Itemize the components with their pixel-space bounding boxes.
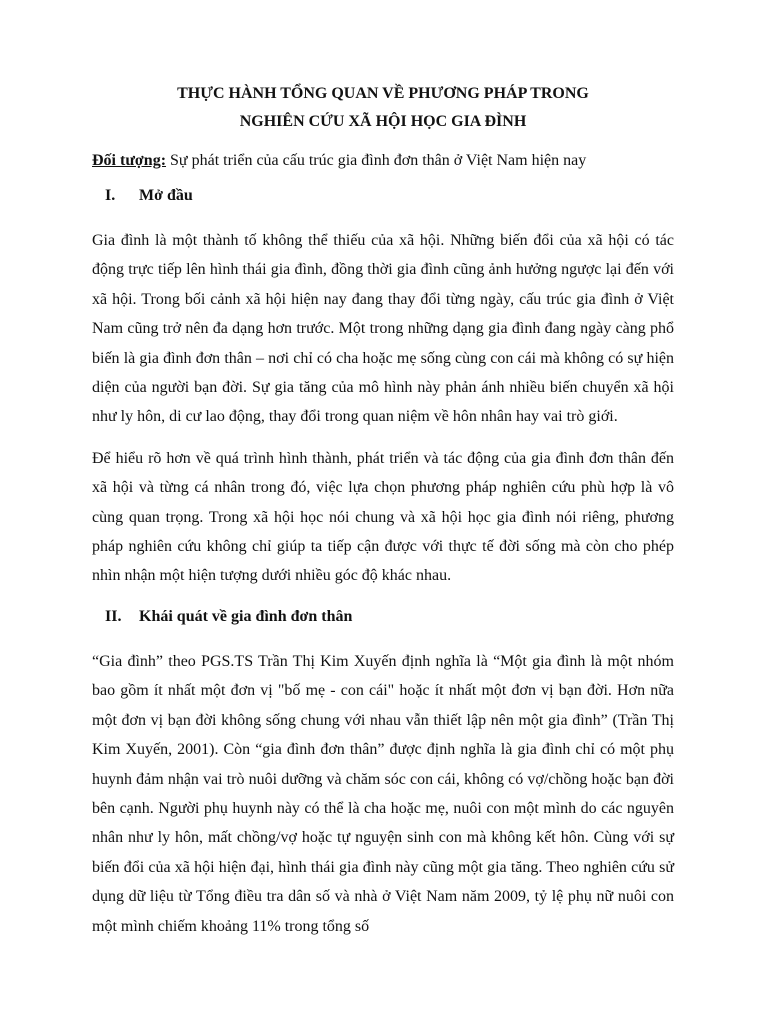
section-heading-intro (92, 184, 674, 208)
paragraph: Để hiểu rõ hơn về quá trình hình thành, phát triển và tác động của gia đình đơn thân đến xã hội và từng cá nhân trong đó, việc lựa chọn phương pháp nghiên cứu phù hợp là vô cùng quan trọng. Trong xã hội học nói chung và xã hội học gia đình nói riêng, phương pháp nghiên cứu không chỉ giúp ta tiếp cận được với thực tế đời sống mà còn cho phép nhìn nhận một hiện tượng dưới nhiều góc độ khác nhau. (92, 449, 674, 585)
section-title: Khái quát về gia đình đơn thân (139, 607, 353, 625)
paragraph: Gia đình là một thành tố không thể thiếu của xã hội. Những biến đổi của xã hội có tác động trực tiếp lên hình thái gia đình, đồng thời gia đình cũng ảnh hưởng ngược lại đến với xã hội. Trong bối cảnh xã hội hiện nay đang thay đổi từng ngày, cấu trúc gia đình ở Việt Nam cũng trở nên đa dạng hơn trước. Một trong những dạng gia đình đang ngày càng phổ biến là gia đình đơn thân – nơi chỉ có cha hoặc mẹ sống cùng con cái mà không có sự hiện diện của người bạn đời. Sự gia tăng của mô hình này phản ánh nhiều biến chuyển xã hội như ly hôn, di cư lao động, thay đổi trong quan niệm về hôn nhân hay vai trò giới. (92, 232, 674, 426)
document-title-line-2: NGHIÊN CỨU XÃ HỘI HỌC GIA ĐÌNH (239, 113, 527, 130)
paragraph: “Gia đình” theo PGS.TS Trần Thị Kim Xuyến định nghĩa là “Một gia đình là một nhóm bao gồm ít nhất một đơn vị "bố mẹ - con cái" hoặc ít nhất một đơn vị bạn đời. Hơn nữa một đơn vị bạn đời không sống chung với nhau vẫn thiết lập nên một gia đình” (Trần Thị Kim Xuyến, 2001). Còn “gia đình đơn thân” được định nghĩa là gia đình chỉ có một phụ huynh đảm nhận vai trò nuôi dưỡng và chăm sóc con cái, không có vợ/chồng hoặc bạn đời bên cạnh. Người phụ huynh này có thể là cha hoặc mẹ, nuôi con một mình do các nguyên nhân như ly hôn, mất chồng/vợ hoặc tự nguyện sinh con mà không kết hôn. Cùng với sự biến đổi của xã hội hiện đại, hình thái gia đình này cũng một gia tăng. Theo nghiên cứu sử dụng dữ liệu từ Tổng điều tra dân số và nhà ở Việt Nam năm 2009, tỷ lệ phụ nữ nuôi con một mình chiếm khoảng 11% trong tổng số (92, 652, 674, 935)
subject-line (92, 148, 674, 174)
section-heading-overview (92, 605, 674, 629)
section-title: Mở đầu (139, 187, 193, 204)
subject-text: Sự phát triển của cấu trúc gia đình đơn thân ở Việt Nam hiện nay (166, 152, 587, 169)
section-number: I. (105, 187, 116, 204)
subject-label: Đối tượng: (92, 152, 167, 169)
document-page (92, 80, 674, 941)
document-title-line-1: THỰC HÀNH TỔNG QUAN VỀ PHƯƠNG PHÁP TRONG (177, 85, 589, 102)
section-number: II. (105, 607, 122, 625)
